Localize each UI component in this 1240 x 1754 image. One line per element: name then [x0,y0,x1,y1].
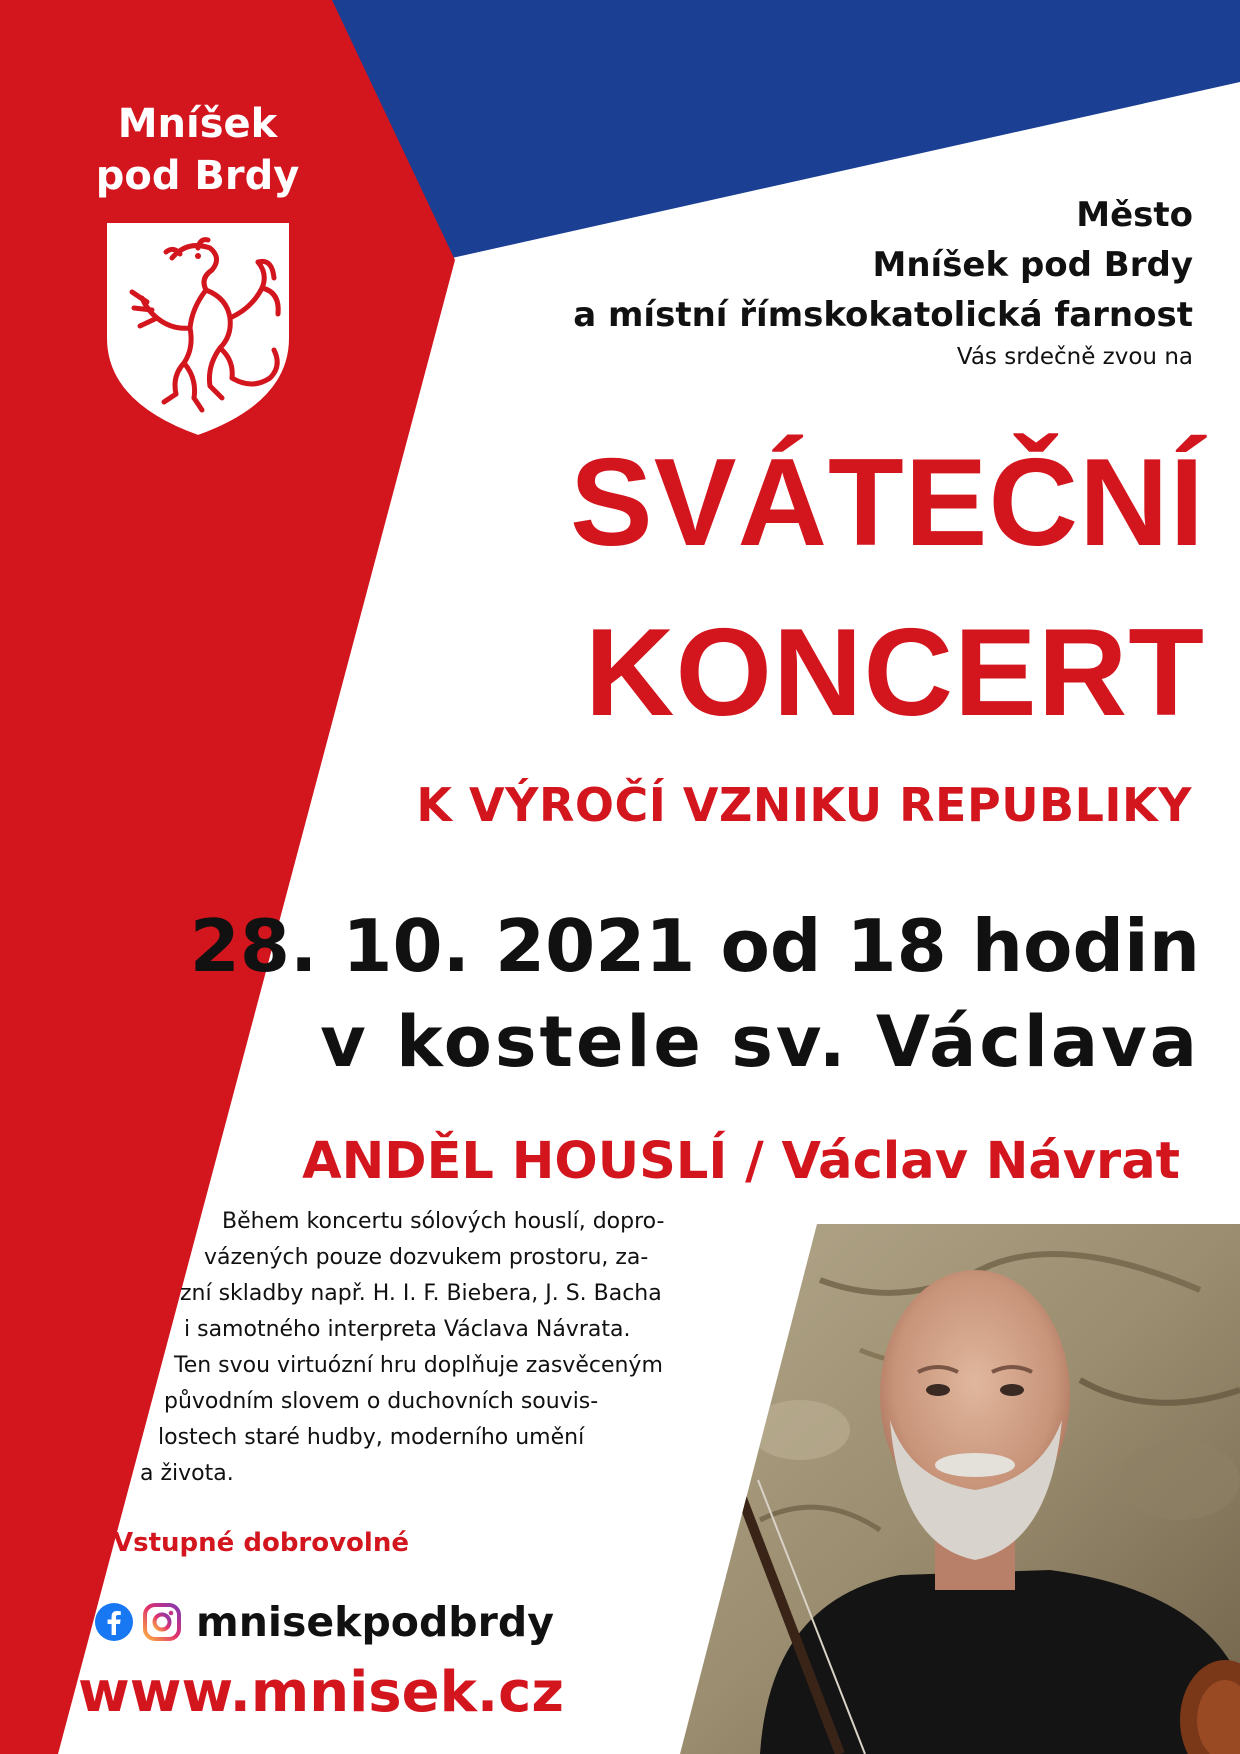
instagram-icon[interactable] [142,1602,182,1642]
performer-heading: ANDĚL HOUSLÍ / Václav Návrat [302,1132,1180,1191]
host-line-3: a místní římskokatolická farnost [573,295,1193,335]
host-block [573,190,1193,374]
description-line: Ten svou virtuózní hru doplňuje zasvěceným [174,1353,663,1378]
social-handle[interactable]: mnisekpodbrdy [196,1598,554,1646]
date-time: 28. 10. 2021 od 18 hodin [189,904,1200,988]
title-line-2: KONCERT [584,604,1205,742]
description [140,1204,730,1492]
facebook-icon[interactable] [94,1602,134,1642]
title-line-1: SVÁTEČNÍ [570,434,1205,572]
logo-line-2: pod Brdy [95,153,300,199]
event-subtitle: K VÝROČÍ VZNIKU REPUBLIKY [416,778,1192,832]
lion-crest-icon [102,218,294,438]
social-row [94,1594,554,1650]
entry-note: Vstupné dobrovolné [113,1528,409,1558]
venue: v kostele sv. Václava [320,1001,1200,1083]
host-line-2: Mníšek pod Brdy [872,245,1193,285]
invite-text: Vás srdečně zvou na [956,344,1193,370]
logo-line-1: Mníšek [117,101,278,147]
event-title [570,418,1205,758]
description-line: vázených pouze dozvukem prostoru, za- [204,1245,649,1270]
date-venue-block [190,898,1200,1090]
description-line: lostech staré hudby, moderního umění [158,1425,585,1450]
description-line: zní skladby např. H. I. F. Biebera, J. S. Bacha [180,1281,662,1306]
town-logo-text [60,98,335,202]
host-line-1: Město [1076,195,1193,235]
website-link[interactable]: www.mnisek.cz [78,1660,564,1725]
description-line: i samotného interpreta Václava Návrata. [184,1317,631,1342]
description-line: a života. [140,1461,234,1486]
description-line: původním slovem o duchovních souvis- [164,1389,599,1414]
description-line: Během koncertu sólových houslí, dopro- [222,1209,665,1234]
